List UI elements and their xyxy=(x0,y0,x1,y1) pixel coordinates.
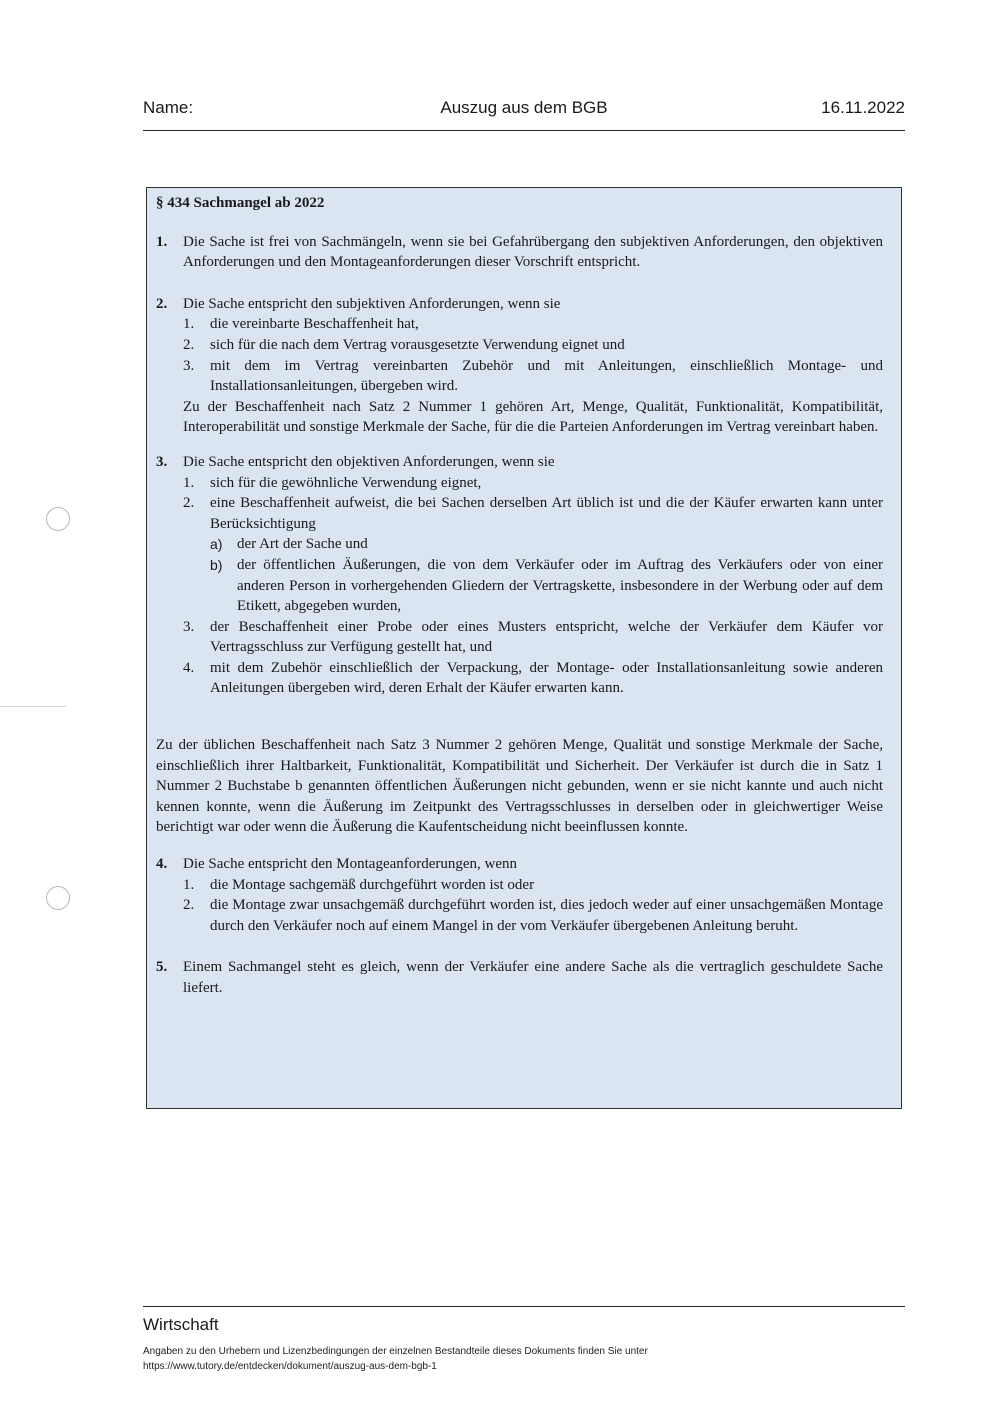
page-footer xyxy=(143,1306,905,1372)
item-number: 2. xyxy=(183,495,195,512)
law-section-5 xyxy=(156,957,883,998)
section-followup-text: Zu der Beschaffenheit nach Satz 2 Nummer 1 gehören Art, Menge, Qualität, Funktionalität, Kompatibilität, Interoperabilität und sonstige Merkmale der Sache, für die die Parteien Anforderungen im Vertrag vereinbart haben. xyxy=(183,398,883,436)
punch-hole-marker xyxy=(46,507,70,531)
item-text: mit dem Zubehör einschließlich der Verpackung, der Montage- oder Installationsanleitung sowie anderen Anleitungen übergeben wird, deren Erhalt der Käufer erwarten kann. xyxy=(210,659,883,697)
section-number: 3. xyxy=(156,453,168,470)
sub-item xyxy=(210,555,883,617)
name-label: Name: xyxy=(143,98,194,117)
list-item xyxy=(183,617,883,658)
list-item xyxy=(183,356,883,397)
section-3-paragraph: Zu der üblichen Beschaffenheit nach Satz 3 Nummer 2 gehören Menge, Qualität und sonstige Merkmale der Sache, einschließlich ihrer Haltbarkeit, Funktionalität, Kompatibilität und Sicherheit. Der Verkäufer ist durch die in Satz 1 Nummer 2 Buchstabe b genannten öffentlichen Äußerungen nicht gebunden, wenn er sie nicht kannte und auch nicht kennen konnte, wenn die Äußerung im Zeitpunkt des Vertragsschlusses in derselben oder in gleichwertiger Weise berichtigt war oder wenn die Äußerung die Kaufentscheidung nicht beeinflussen konnte. xyxy=(156,737,883,836)
item-text: die Montage sachgemäß durchgeführt worden ist oder xyxy=(210,876,535,893)
punch-hole-marker xyxy=(46,886,70,910)
license-note-url: https://www.tutory.de/entdecken/dokument/auszug-aus-dem-bgb-1 xyxy=(143,1361,437,1372)
section-number: 1. xyxy=(156,233,168,250)
item-text: sich für die gewöhnliche Verwendung eignet, xyxy=(210,474,482,491)
item-number: 3. xyxy=(183,618,195,635)
item-number: 4. xyxy=(183,659,195,676)
page-header xyxy=(143,96,905,131)
item-text: die Montage zwar unsachgemäß durchgeführt worden ist, dies jedoch weder auf einer unsachgemäßen Montage durch den Verkäufer noch auf einem Mangel in der vom Verkäufer übergebenen Anleitung beruht. xyxy=(210,897,883,934)
list-item xyxy=(183,895,883,936)
item-number: 1. xyxy=(183,316,195,333)
document-title: Auszug aus dem BGB xyxy=(440,98,608,117)
section-number: 2. xyxy=(156,295,168,312)
section-text: Die Sache ist frei von Sachmängeln, wenn sie bei Gefahrübergang den subjektiven Anforderungen, den objektiven Anforderungen und den Montageanforderungen dieser Vorschrift entspricht. xyxy=(183,233,883,271)
law-section-2 xyxy=(156,294,883,438)
section-text: Die Sache entspricht den subjektiven Anforderungen, wenn sie xyxy=(183,295,561,312)
section-text: Einem Sachmangel steht es gleich, wenn der Verkäufer eine andere Sache als die vertraglich geschuldete Sache liefert. xyxy=(183,959,883,996)
license-note xyxy=(143,1344,843,1374)
law-section-3 xyxy=(156,452,883,699)
list-item xyxy=(183,658,883,699)
item-text: mit dem im Vertrag vereinbarten Zubehör und mit Anleitungen, einschließlich Montage- und Installationsanleitungen, übergeben wird. xyxy=(210,357,883,395)
list-item xyxy=(183,314,883,335)
law-section-4 xyxy=(156,854,883,936)
item-number: 2. xyxy=(183,897,195,914)
list-item xyxy=(183,875,883,896)
section-text: Die Sache entspricht den objektiven Anforderungen, wenn sie xyxy=(183,453,555,470)
list-item xyxy=(183,493,883,617)
item-text: die vereinbarte Beschaffenheit hat, xyxy=(210,316,419,333)
item-text: der Beschaffenheit einer Probe oder eines Musters entspricht, welche der Verkäufer dem Käufer vor Vertragsschluss zur Verfügung gestellt hat, und xyxy=(210,618,883,656)
section-number: 5. xyxy=(156,959,168,976)
item-number: 1. xyxy=(183,876,195,893)
fold-mark xyxy=(0,706,66,707)
list-item xyxy=(183,335,883,356)
subject-label: Wirtschaft xyxy=(143,1315,219,1334)
sub-item-text: der Art der Sache und xyxy=(237,536,368,553)
document-date: 16.11.2022 xyxy=(821,98,905,117)
sub-item-label: b) xyxy=(210,556,223,573)
law-title: § 434 Sachmangel ab 2022 xyxy=(156,195,325,211)
item-number: 2. xyxy=(183,336,195,353)
law-section-1 xyxy=(156,232,883,273)
sub-item xyxy=(210,534,883,555)
sub-item-label: a) xyxy=(210,536,223,553)
item-number: 3. xyxy=(183,357,195,374)
section-number: 4. xyxy=(156,856,168,873)
section-text: Die Sache entspricht den Montageanforderungen, wenn xyxy=(183,856,518,873)
list-item xyxy=(183,473,883,494)
law-text-box xyxy=(146,187,902,1109)
item-text: sich für die nach dem Vertrag vorausgesetzte Verwendung eignet und xyxy=(210,336,625,353)
item-text: eine Beschaffenheit aufweist, die bei Sachen derselben Art üblich ist und die der Käufer erwarten kann unter Berücksichtigung xyxy=(210,495,883,532)
license-note-text: Angaben zu den Urhebern und Lizenzbedingungen der einzelnen Bestandteile dieses Dokuments finden Sie unter xyxy=(143,1346,648,1357)
item-number: 1. xyxy=(183,474,195,491)
sub-item-text: der öffentlichen Äußerungen, die von dem Verkäufer oder im Auftrag des Verkäufers oder von einer anderen Person in vorhergehenden Gliedern der Vertragskette, insbesondere in der Werbung oder auf dem Etikett, abgegeben wurden, xyxy=(237,556,883,615)
